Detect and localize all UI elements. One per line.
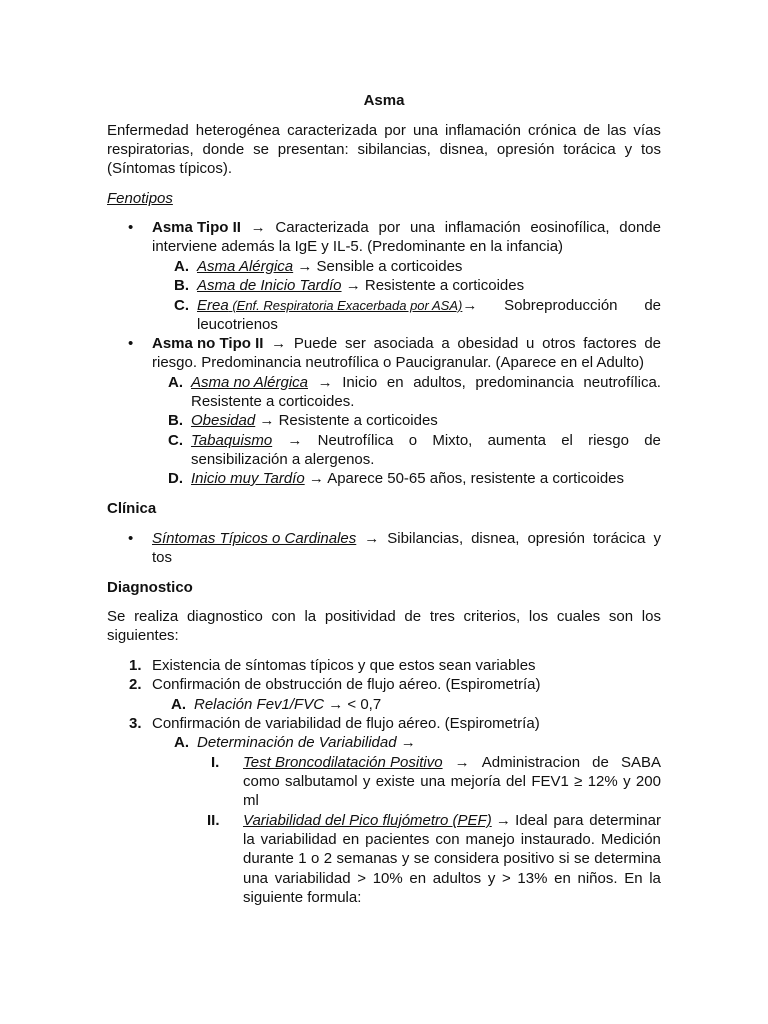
list-item: Obesidad → Resistente a corticoides: [191, 412, 438, 429]
list-marker: 2.: [129, 676, 142, 693]
clinica-line1: Síntomas Típicos o Cardinales → Sibilancias, disnea, opresión torácica y: [152, 530, 661, 547]
notipo2-line1: Asma no Tipo II → Puede ser asociada a obesidad u otros factores de: [152, 335, 661, 352]
list-marker: B.: [174, 277, 189, 294]
list-marker: C.: [168, 432, 183, 449]
list-marker: C.: [174, 297, 189, 314]
arrow-icon: →: [495, 812, 511, 829]
list-item: Existencia de síntomas típicos y que estos sean variables: [152, 657, 536, 674]
list-item: Erea (Enf. Respiratoria Exacerbada por ASA)→ Sobreproducción de: [197, 297, 661, 314]
roman-item: Variabilidad del Pico flujómetro (PEF) → Ideal para determinar: [243, 812, 661, 829]
roman-item: Test Broncodilatación Positivo → Administracion de SABA: [243, 754, 661, 771]
bullet-icon: •: [128, 335, 134, 352]
list-marker: A.: [168, 374, 183, 391]
list-marker: I.: [211, 754, 220, 771]
arrow-icon: →: [400, 734, 416, 751]
notipo2-label: Asma no Tipo II: [152, 335, 264, 352]
arrow-icon: →: [250, 219, 266, 236]
intro-line: (Síntomas típicos).: [107, 160, 233, 177]
arrow-icon: →: [297, 258, 313, 275]
arrow-icon: →: [454, 754, 470, 771]
list-marker: 1.: [129, 657, 142, 674]
roman-item-cont: la variabilidad en pacientes con manejo instaurado. Medición: [243, 831, 661, 848]
list-item: Tabaquismo → Neutrofílica o Mixto, aumenta el riesgo de: [191, 432, 661, 449]
list-item: Confirmación de obstrucción de flujo aéreo. (Espirometría): [152, 676, 541, 693]
fenotipos-heading: Fenotipos: [107, 190, 173, 207]
tipo2-label: Asma Tipo II: [152, 219, 241, 236]
arrow-icon: →: [308, 470, 324, 487]
list-item-cont: Resistente a corticoides.: [191, 393, 355, 410]
list-item-cont: leucotrienos: [197, 316, 278, 333]
list-marker: D.: [168, 470, 183, 487]
bullet-icon: •: [128, 219, 134, 236]
diagnostico-intro: siguientes:: [107, 627, 179, 644]
arrow-icon: →: [462, 297, 478, 314]
arrow-icon: →: [287, 432, 303, 449]
list-item: Determinación de Variabilidad →: [197, 734, 416, 751]
roman-item-cont: ml: [243, 792, 259, 809]
tipo2-line1: Asma Tipo II → Caracterizada por una inflamación eosinofílica, donde: [152, 219, 661, 236]
intro-line: respiratorias, donde se presentan: sibilancias, disnea, opresión torácica y tos: [107, 141, 661, 158]
list-marker: 3.: [129, 715, 142, 732]
arrow-icon: →: [328, 696, 344, 713]
roman-item-cont: durante 1 o 2 semanas y se considera positivo si se determina: [243, 850, 661, 867]
arrow-icon: →: [271, 335, 287, 352]
list-item-cont: sensibilización a alergenos.: [191, 451, 375, 468]
list-item: Asma de Inicio Tardío → Resistente a corticoides: [197, 277, 525, 294]
roman-item-cont: siguiente formula:: [243, 889, 362, 906]
arrow-icon: →: [364, 530, 380, 547]
tipo2-line2: interviene además la IgE y IL-5. (Predominante en la infancia): [152, 238, 564, 255]
list-marker: A.: [174, 258, 189, 275]
list-marker: B.: [168, 412, 183, 429]
clinica-line2: tos: [152, 549, 173, 566]
list-item: Relación Fev1/FVC → < 0,7: [194, 696, 382, 713]
page-title: Asma: [363, 92, 405, 109]
diagnostico-heading: Diagnostico: [107, 579, 193, 596]
list-item: Asma Alérgica → Sensible a corticoides: [197, 258, 463, 275]
list-item: Inicio muy Tardío → Aparece 50-65 años, resistente a corticoides: [191, 470, 625, 487]
roman-item-cont: como salbutamol y existe una mejoría del FEV1 ≥ 12% y 200: [243, 773, 661, 790]
list-item: Confirmación de variabilidad de flujo aéreo. (Espirometría): [152, 715, 540, 732]
bullet-icon: •: [128, 530, 134, 547]
diagnostico-intro: Se realiza diagnostico con la positividad de tres criterios, los cuales son los: [107, 608, 661, 625]
list-marker: A.: [171, 696, 186, 713]
intro-line: Enfermedad heterogénea caracterizada por una inflamación crónica de las vías: [107, 122, 661, 139]
arrow-icon: →: [317, 374, 333, 391]
arrow-icon: →: [345, 277, 361, 294]
notipo2-line2: riesgo. Predominancia neutrofílica o Paucigranular. (Aparece en el Adulto): [152, 354, 644, 371]
list-marker: A.: [174, 734, 189, 751]
list-item: Asma no Alérgica → Inicio en adultos, predominancia neutrofílica.: [191, 374, 661, 391]
clinica-heading: Clínica: [107, 500, 157, 517]
list-marker: II.: [207, 812, 220, 829]
roman-item-cont: una variabilidad > 10% en adultos y > 13% en niños. En la: [243, 870, 661, 887]
arrow-icon: →: [259, 412, 275, 429]
